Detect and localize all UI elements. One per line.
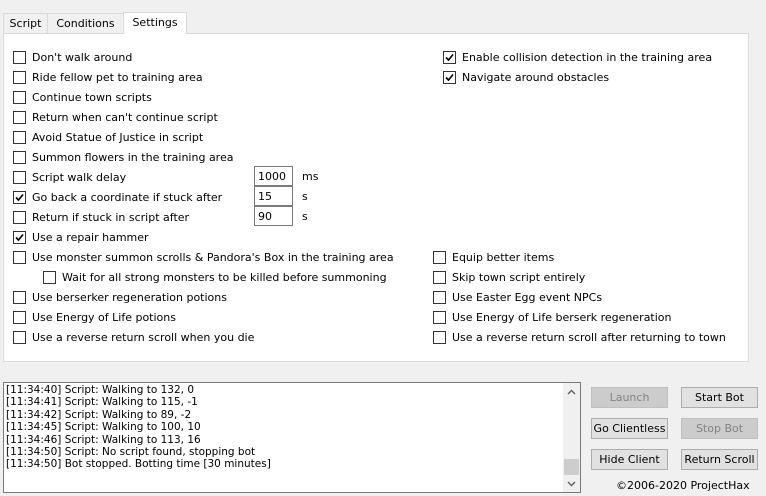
option-label: Don't walk around [32, 50, 133, 64]
walk-delay-input[interactable] [254, 166, 293, 186]
hide-client-button[interactable]: Hide Client [591, 449, 668, 470]
checkbox[interactable] [13, 311, 26, 324]
checkbox[interactable] [433, 291, 446, 304]
walk-delay-option[interactable] [13, 169, 126, 185]
option-label: Use a reverse return scroll after returning to town [452, 330, 726, 344]
return-stuck-unit: s [302, 210, 308, 223]
wait-strong-option[interactable] [43, 269, 387, 285]
checkbox[interactable] [13, 331, 26, 344]
launch-button[interactable]: Launch [591, 387, 668, 408]
dont-walk-option[interactable] [13, 49, 132, 65]
tab-settings[interactable]: Settings [123, 12, 187, 34]
checkbox[interactable] [13, 91, 26, 104]
log-line: [11:34:45] Script: Walking to 100, 10 [6, 421, 201, 434]
checkbox[interactable] [13, 51, 26, 64]
navigate-option[interactable] [443, 69, 609, 85]
stop-bot-button[interactable]: Stop Bot [681, 418, 758, 439]
checkbox[interactable] [13, 291, 26, 304]
checkbox[interactable] [13, 251, 26, 264]
option-label: Avoid Statue of Justice in script [32, 130, 204, 144]
checkbox[interactable] [13, 211, 26, 224]
option-label: Wait for all strong monsters to be killed before summoning [62, 270, 387, 284]
skip-town-option[interactable] [433, 269, 585, 285]
go-back-coord-input[interactable] [254, 186, 293, 206]
return-cant-continue-option[interactable] [13, 109, 218, 125]
option-label: Continue town scripts [32, 90, 152, 104]
repair-hammer-option[interactable] [13, 229, 149, 245]
summon-flowers-option[interactable] [13, 149, 233, 165]
go-clientless-button[interactable]: Go Clientless [591, 418, 668, 439]
copyright-text: ©2006-2020 ProjectHax [616, 479, 750, 492]
scroll-up-icon[interactable] [563, 383, 580, 400]
log-line: [11:34:46] Script: Walking to 113, 16 [6, 433, 201, 446]
checkbox[interactable] [13, 231, 26, 244]
log-line: [11:34:50] Script: No script found, stopping bot [6, 445, 256, 458]
energy-life-berserk-option[interactable] [433, 309, 672, 325]
tab-script[interactable]: Script [3, 13, 48, 33]
go-back-coord-option[interactable] [13, 189, 222, 205]
reverse-scroll-town-option[interactable] [433, 329, 726, 345]
checkbox[interactable] [13, 191, 26, 204]
return-stuck-option[interactable] [13, 209, 189, 225]
log-line: [11:34:50] Bot stopped. Botting time [30 minutes] [6, 458, 271, 471]
option-label: Use Easter Egg event NPCs [452, 290, 603, 304]
option-label: Return when can't continue script [32, 110, 218, 124]
summon-scrolls-option[interactable] [13, 249, 394, 265]
option-label: Skip town script entirely [452, 270, 586, 284]
berserker-potions-option[interactable] [13, 289, 227, 305]
checkbox[interactable] [13, 111, 26, 124]
checkbox[interactable] [13, 131, 26, 144]
option-label: Ride fellow pet to training area [32, 70, 203, 84]
checkbox[interactable] [443, 51, 456, 64]
scroll-thumb[interactable] [564, 459, 579, 475]
checkbox[interactable] [433, 311, 446, 324]
option-label: Go back a coordinate if stuck after [32, 190, 223, 204]
avoid-statue-option[interactable] [13, 129, 203, 145]
energy-life-option[interactable] [13, 309, 176, 325]
log-scrollbar[interactable] [563, 383, 580, 492]
checkbox[interactable] [13, 151, 26, 164]
option-label: Use Energy of Life potions [32, 310, 176, 324]
option-label: Use monster summon scrolls & Pandora's Box in the training area [32, 250, 394, 264]
tab-conditions[interactable]: Conditions [47, 13, 124, 33]
log-output[interactable] [3, 382, 581, 493]
checkbox[interactable] [443, 71, 456, 84]
log-line: [11:34:41] Script: Walking to 115, -1 [6, 396, 198, 409]
option-label: Navigate around obstacles [462, 70, 610, 84]
collision-option[interactable] [443, 49, 712, 65]
equip-better-option[interactable] [433, 249, 554, 265]
reverse-scroll-die-option[interactable] [13, 329, 254, 345]
option-label: Enable collision detection in the training area [462, 50, 713, 64]
option-label: Summon flowers in the training area [32, 150, 234, 164]
start-bot-button[interactable]: Start Bot [681, 387, 758, 408]
checkbox[interactable] [433, 331, 446, 344]
log-line: [11:34:40] Script: Walking to 132, 0 [6, 384, 195, 396]
return-stuck-input[interactable] [254, 206, 293, 226]
log-line: [11:34:42] Script: Walking to 89, -2 [6, 408, 192, 421]
ride-pet-option[interactable] [13, 69, 203, 85]
option-label: Use a repair hammer [32, 230, 149, 244]
log-lines [6, 384, 562, 471]
option-label: Script walk delay [32, 170, 127, 184]
easter-egg-option[interactable] [433, 289, 602, 305]
checkbox[interactable] [13, 71, 26, 84]
continue-town-option[interactable] [13, 89, 152, 105]
option-label: Use berserker regeneration potions [32, 290, 227, 304]
checkbox[interactable] [433, 251, 446, 264]
go-back-coord-unit: s [302, 190, 308, 203]
walk-delay-unit: ms [302, 170, 319, 183]
option-label: Equip better items [452, 250, 555, 264]
option-label: Use a reverse return scroll when you die [32, 330, 255, 344]
checkbox[interactable] [13, 171, 26, 184]
settings-panel [3, 33, 749, 362]
scroll-down-icon[interactable] [563, 475, 580, 492]
option-label: Use Energy of Life berserk regeneration [452, 310, 672, 324]
checkbox[interactable] [433, 271, 446, 284]
option-label: Return if stuck in script after [32, 210, 190, 224]
checkbox[interactable] [43, 271, 56, 284]
return-scroll-button[interactable]: Return Scroll [681, 449, 758, 470]
